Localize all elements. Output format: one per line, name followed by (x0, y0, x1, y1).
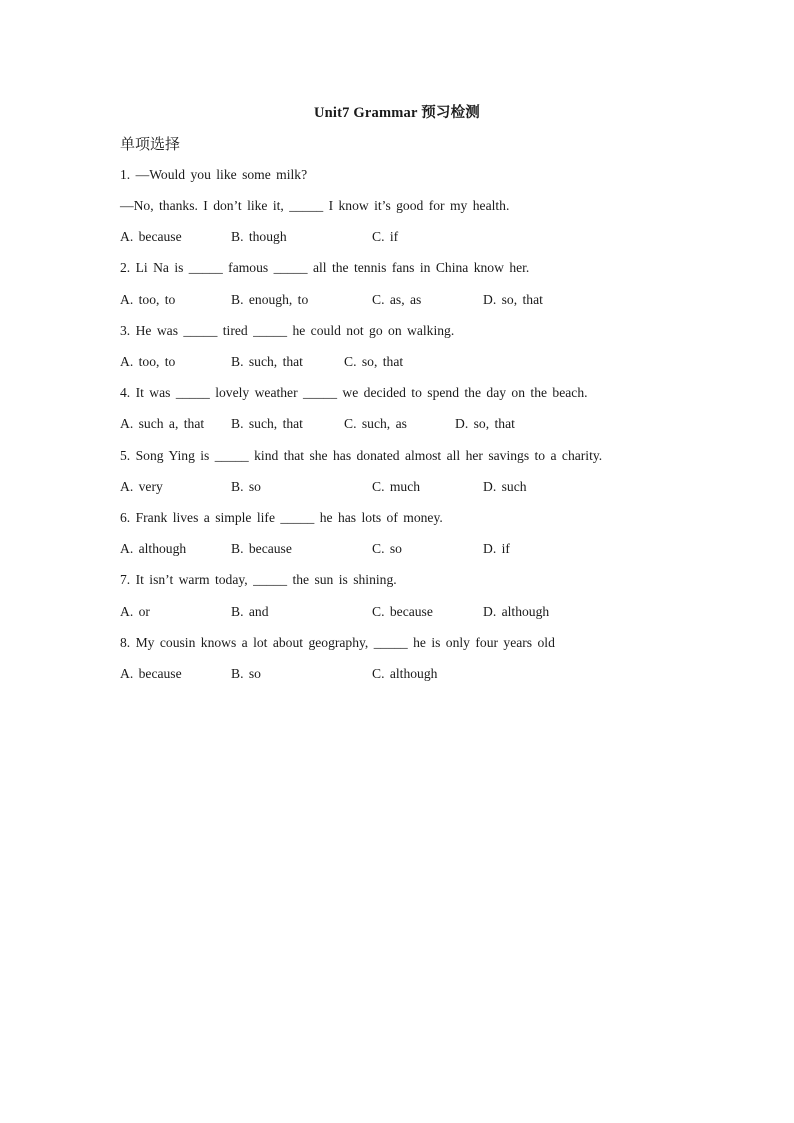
question-4-options (120, 416, 680, 436)
option-c: C. as, as (372, 292, 422, 307)
question-1-options (120, 229, 680, 249)
question-1-response: —No, thanks. I don’t like it, _____ I know it’s good for my health. (120, 198, 510, 213)
option-a: A. too, to (120, 354, 176, 369)
option-c: C. because (372, 604, 433, 619)
question-5-prompt: 5. Song Ying is _____ kind that she has donated almost all her savings to a charity. (120, 448, 603, 463)
option-a: A. such a, that (120, 416, 205, 431)
option-b: B. so (231, 479, 261, 494)
option-d: D. if (483, 541, 510, 556)
page-title: Unit7 Grammar 预习检测 (313, 105, 481, 121)
question-2-prompt: 2. Li Na is _____ famous _____ all the tennis fans in China know her. (120, 260, 530, 275)
option-d: D. although (483, 604, 550, 619)
option-b: B. though (231, 229, 287, 244)
option-b: B. so (231, 666, 261, 681)
option-a: A. or (120, 604, 150, 619)
question-3-options (120, 354, 680, 374)
option-b: B. and (231, 604, 269, 619)
question-8-options (120, 666, 680, 686)
option-d: D. so, that (483, 292, 543, 307)
option-a: A. because (120, 666, 182, 681)
option-a: A. although (120, 541, 187, 556)
section-heading: 单项选择 (120, 137, 181, 153)
option-c: C. if (372, 229, 399, 244)
option-d: D. such (483, 479, 527, 494)
option-c: C. so, that (344, 354, 404, 369)
question-4-prompt: 4. It was _____ lovely weather _____ we decided to spend the day on the beach. (120, 385, 588, 400)
option-b: B. because (231, 541, 292, 556)
option-a: A. very (120, 479, 163, 494)
option-c: C. such, as (344, 416, 407, 431)
option-a: A. because (120, 229, 182, 244)
question-3-prompt: 3. He was _____ tired _____ he could not go on walking. (120, 323, 455, 338)
question-7-prompt: 7. It isn’t warm today, _____ the sun is shining. (120, 572, 397, 587)
option-b: B. such, that (231, 416, 303, 431)
option-a: A. too, to (120, 292, 176, 307)
option-c: C. so (372, 541, 402, 556)
question-2-options (120, 292, 680, 312)
option-c: C. much (372, 479, 421, 494)
option-d: D. so, that (455, 416, 515, 431)
question-7-options (120, 604, 680, 624)
question-6-options (120, 541, 680, 561)
option-b: B. such, that (231, 354, 303, 369)
question-8-prompt: 8. My cousin knows a lot about geography, _____ he is only four years old (120, 635, 555, 650)
question-5-options (120, 479, 680, 499)
option-b: B. enough, to (231, 292, 309, 307)
question-1-prompt: 1. —Would you like some milk? (120, 167, 308, 182)
option-c: C. although (372, 666, 438, 681)
question-6-prompt: 6. Frank lives a simple life _____ he has lots of money. (120, 510, 443, 525)
